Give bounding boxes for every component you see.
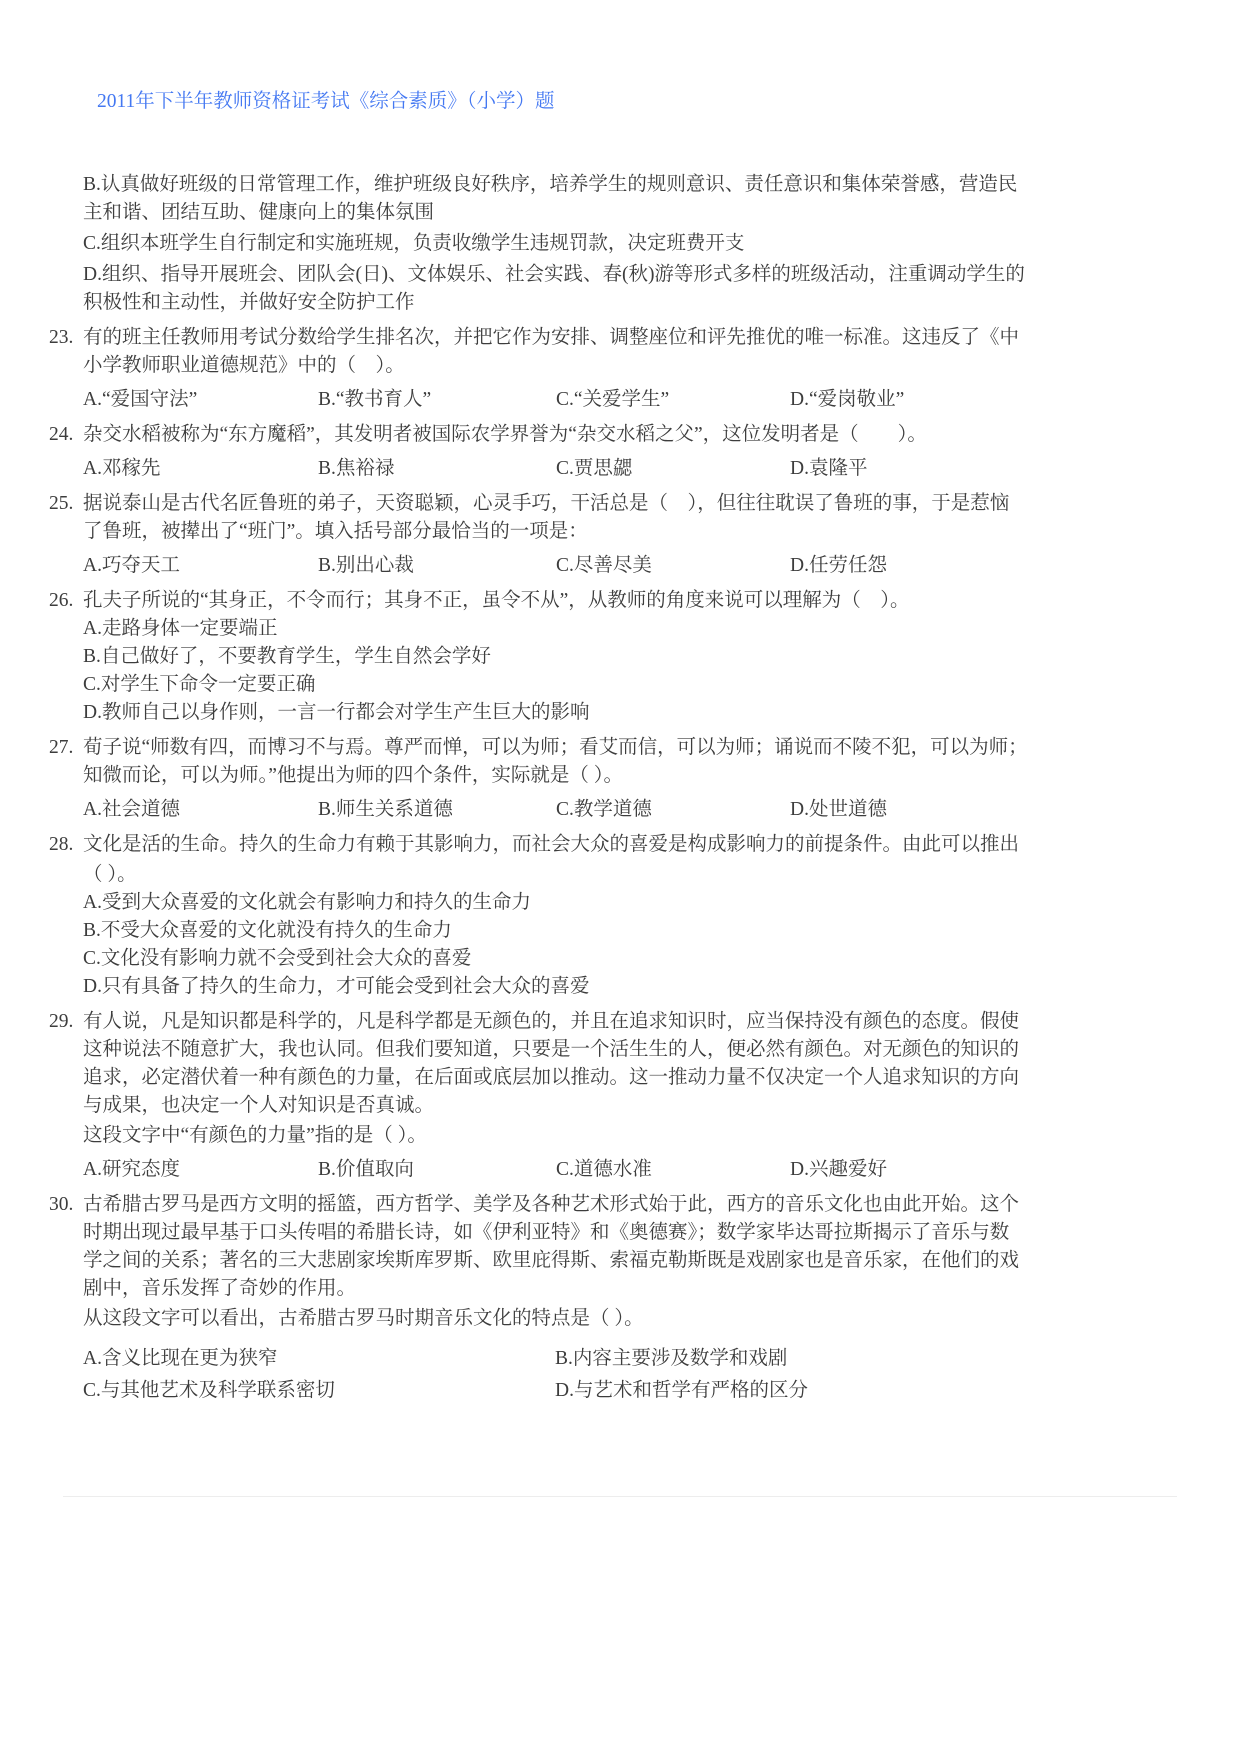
question-stem-text: 据说泰山是古代名匠鲁班的弟子，天资聪颖，心灵手巧，干活总是（ ），但往往耽误了鲁班的事，于是惹恼了鲁班，被撵出了“班门”。填入括号部分最恰当的一项是： bbox=[83, 493, 1010, 542]
carryover-option: D.组织、指导开展班会、团队会(日)、文体娱乐、社会实践、春(秋)游等形式多样的班级活动，注重调动学生的积极性和主动性，并做好安全防护工作 bbox=[83, 264, 1025, 313]
question-stem bbox=[49, 734, 1028, 790]
answer-option: D.“爱岗敬业” bbox=[790, 389, 905, 410]
question-25 bbox=[49, 490, 1028, 580]
document-title: 2011年下半年教师资格证考试《综合素质》（小学）题 bbox=[97, 91, 555, 112]
options-group bbox=[49, 455, 1028, 483]
answer-option: C.贾思勰 bbox=[556, 458, 633, 479]
question-stem-continued: 从这段文字可以看出，古希腊古罗马时期音乐文化的特点是（ ）。 bbox=[83, 1308, 644, 1329]
answer-option: C.“关爱学生” bbox=[556, 389, 670, 410]
question-stem bbox=[49, 324, 1028, 380]
answer-option: B.“教书育人” bbox=[318, 389, 432, 410]
question-stem-text: 有人说，凡是知识都是科学的，凡是科学都是无颜色的，并且在追求知识时，应当保持没有颜色的态度。假使这种说法不随意扩大，我也认同。但我们要知道，只要是一个活生生的人，便必然有颜色。对无颜色的知识的追求，必定潜伏着一种有颜色的力量，在后面或底层加以推动。这一推动力量不仅决定一个人追求知识的方向与成果，也决定一个人对知识是否真诚。 bbox=[83, 1011, 1020, 1116]
answer-option: C.文化没有影响力就不会受到社会大众的喜爱 bbox=[83, 948, 472, 969]
answer-option: C.对学生下命令一定要正确 bbox=[83, 674, 316, 695]
question-number: 30. bbox=[49, 1194, 74, 1215]
question-stem-text: 有的班主任教师用考试分数给学生排名次，并把它作为安排、调整座位和评先推优的唯一标准。这违反了《中小学教师职业道德规范》中的（ ）。 bbox=[83, 327, 1020, 376]
carryover-option: B.认真做好班级的日常管理工作，维护班级良好秩序，培养学生的规则意识、责任意识和集体荣誉感，营造民主和谐、团结互助、健康向上的集体氛围 bbox=[83, 174, 1018, 223]
question-stem-text: 杂交水稻被称为“东方魔稻”，其发明者被国际农学界誉为“杂交水稻之父”，这位发明者是（ ）。 bbox=[83, 424, 927, 445]
answer-option: A.社会道德 bbox=[83, 799, 180, 820]
carryover-option: C.组织本班学生自行制定和实施班规，负责收缴学生违规罚款，决定班费开支 bbox=[83, 233, 745, 254]
answer-option: B.焦裕禄 bbox=[318, 458, 395, 479]
answer-option: D.任劳任怨 bbox=[790, 555, 887, 576]
options-group bbox=[49, 1156, 1028, 1184]
answer-option: D.袁隆平 bbox=[790, 458, 868, 479]
question-stem-continued: （ ）。 bbox=[83, 864, 137, 885]
question-number: 27. bbox=[49, 737, 74, 758]
options-group bbox=[49, 889, 1028, 1001]
answer-option: D.与艺术和哲学有严格的区分 bbox=[555, 1380, 808, 1401]
answer-option: A.“爱国守法” bbox=[83, 389, 198, 410]
document-content bbox=[49, 171, 1028, 1405]
options-group bbox=[49, 386, 1028, 414]
answer-option: B.不受大众喜爱的文化就没有持久的生命力 bbox=[83, 920, 452, 941]
answer-option: B.内容主要涉及数学和戏剧 bbox=[555, 1348, 788, 1369]
answer-option: C.尽善尽美 bbox=[556, 555, 652, 576]
question-number: 28. bbox=[49, 834, 74, 855]
answer-option: C.与其他艺术及科学联系密切 bbox=[83, 1380, 335, 1401]
answer-option: A.巧夺天工 bbox=[83, 555, 180, 576]
questions-list bbox=[49, 324, 1028, 1405]
bottom-divider bbox=[63, 1496, 1177, 1497]
question-number: 24. bbox=[49, 424, 74, 445]
answer-option: D.处世道德 bbox=[790, 799, 887, 820]
question-stem bbox=[49, 421, 1028, 449]
answer-option: A.走路身体一定要端正 bbox=[83, 618, 278, 639]
question-24 bbox=[49, 421, 1028, 483]
answer-option: D.兴趣爱好 bbox=[790, 1159, 887, 1180]
question-number: 25. bbox=[49, 493, 74, 514]
question-stem bbox=[49, 1008, 1028, 1120]
answer-option: C.教学道德 bbox=[556, 799, 652, 820]
question-stem bbox=[49, 1191, 1028, 1303]
question-number: 23. bbox=[49, 327, 74, 348]
answer-option: D.只有具备了持久的生命力，才可能会受到社会大众的喜爱 bbox=[83, 976, 590, 997]
answer-option: C.道德水准 bbox=[556, 1159, 652, 1180]
question-29 bbox=[49, 1008, 1028, 1184]
question-number: 29. bbox=[49, 1011, 74, 1032]
question-27 bbox=[49, 734, 1028, 824]
carryover-options-block bbox=[49, 171, 1028, 317]
options-group bbox=[49, 552, 1028, 580]
question-stem-text: 荀子说“师数有四，而博习不与焉。尊严而惮，可以为师；看艾而信，可以为师；诵说而不陵不犯，可以为师；知微而论，可以为师。”他提出为师的四个条件，实际就是（ ）。 bbox=[83, 737, 1028, 786]
answer-option: A.含义比现在更为狭窄 bbox=[83, 1348, 278, 1369]
question-stem-continued: 这段文字中“有颜色的力量”指的是（ ）。 bbox=[83, 1125, 427, 1146]
answer-option: A.研究态度 bbox=[83, 1159, 180, 1180]
answer-option: D.教师自己以身作则，一言一行都会对学生产生巨大的影响 bbox=[83, 702, 590, 723]
question-stem-text: 古希腊古罗马是西方文明的摇篮，西方哲学、美学及各种艺术形式始于此，西方的音乐文化也由此开始。这个时期出现过最早基于口头传唱的希腊长诗，如《伊利亚特》和《奥德赛》；数学家毕达哥拉斯揭示了音乐与数学之间的关系；著名的三大悲剧家埃斯库罗斯、欧里庇得斯、索福克勒斯既是戏剧家也是音乐家，在他们的戏剧中，音乐发挥了奇妙的作用。 bbox=[83, 1194, 1020, 1299]
question-30 bbox=[49, 1191, 1028, 1405]
question-stem bbox=[49, 831, 1028, 859]
answer-option: B.价值取向 bbox=[318, 1159, 414, 1180]
question-28 bbox=[49, 831, 1028, 1001]
question-26 bbox=[49, 587, 1028, 727]
answer-option: A.受到大众喜爱的文化就会有影响力和持久的生命力 bbox=[83, 892, 531, 913]
answer-option: A.邓稼先 bbox=[83, 458, 161, 479]
question-stem bbox=[49, 490, 1028, 546]
options-group bbox=[49, 796, 1028, 824]
answer-option: B.别出心裁 bbox=[318, 555, 414, 576]
question-stem-text: 文化是活的生命。持久的生命力有赖于其影响力，而社会大众的喜爱是构成影响力的前提条件。由此可以推出 bbox=[83, 834, 1020, 855]
answer-option: B.自己做好了，不要教育学生，学生自然会学好 bbox=[83, 646, 491, 667]
options-group bbox=[49, 1345, 1028, 1405]
question-stem bbox=[49, 587, 1028, 615]
question-stem-text: 孔夫子所说的“其身正，不令而行；其身不正，虽令不从”，从教师的角度来说可以理解为（ ）。 bbox=[83, 590, 910, 611]
question-number: 26. bbox=[49, 590, 74, 611]
question-23 bbox=[49, 324, 1028, 414]
answer-option: B.师生关系道德 bbox=[318, 799, 453, 820]
options-group bbox=[49, 615, 1028, 727]
